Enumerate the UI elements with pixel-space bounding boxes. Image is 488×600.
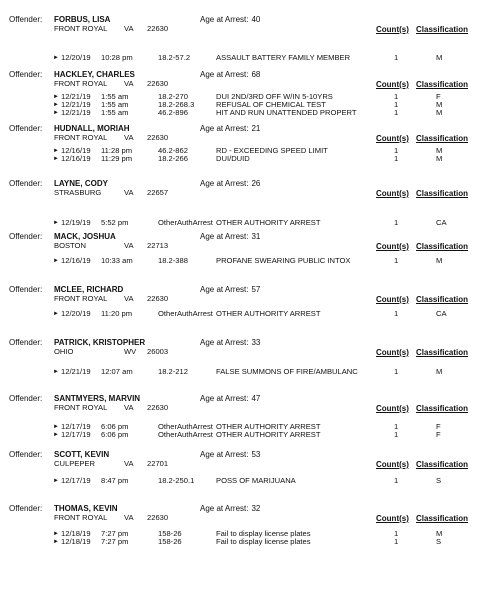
offender-city: FRONT ROYAL (54, 513, 108, 522)
age-value: 53 (251, 450, 261, 459)
charge-date: 12/17/19 (61, 476, 91, 485)
offender-label: Offender: (9, 504, 43, 513)
offender-label: Offender: (9, 70, 43, 79)
charge-time: 10:33 am (101, 256, 133, 265)
age-value: 31 (251, 232, 261, 241)
counts-header: Count(s) (376, 348, 409, 357)
charge-classification: M (436, 53, 443, 62)
offender-label: Offender: (9, 124, 43, 133)
charge-classification: M (436, 100, 443, 109)
charge-description: OTHER AUTHORITY ARREST (216, 422, 321, 431)
charge-code: 46.2-862 (158, 146, 188, 155)
charge-description: Fail to display license plates (216, 529, 311, 538)
arrow-icon: ► (53, 369, 59, 375)
charge-time: 5:52 pm (101, 218, 129, 227)
offender-zip: 22630 (147, 513, 169, 522)
classification-header: Classification (416, 134, 469, 143)
charge-description: DUI 2ND/3RD OFF W/IN 5-10YRS (216, 92, 333, 101)
offender-zip: 22630 (147, 133, 169, 142)
offender-state: WV (124, 347, 137, 356)
charge-date: 12/19/19 (61, 218, 91, 227)
offender-label: Offender: (9, 179, 43, 188)
counts-header: Count(s) (376, 80, 409, 89)
charge-classification: M (436, 108, 443, 117)
age-at-arrest (200, 286, 260, 294)
charge-description: REFUSAL OF CHEMICAL TEST (216, 100, 326, 109)
classification-header: Classification (416, 460, 469, 469)
offender-zip: 22630 (147, 24, 169, 33)
offender-zip: 22713 (147, 241, 169, 250)
arrow-icon: ► (53, 424, 59, 430)
charge-code: 18.2-57.2 (158, 53, 191, 62)
counts-header: Count(s) (376, 295, 409, 304)
age-label: Age at Arrest: (200, 504, 249, 513)
arrow-icon: ► (53, 102, 59, 108)
classification-header: Classification (416, 242, 469, 251)
age-label: Age at Arrest: (200, 70, 249, 79)
charge-code: 18.2-388 (158, 256, 188, 265)
offender-label: Offender: (9, 232, 43, 241)
offender-label: Offender: (9, 394, 43, 403)
classification-header: Classification (416, 25, 469, 34)
charge-count: 1 (394, 92, 399, 101)
age-value: 21 (251, 124, 261, 133)
charge-time: 11:20 pm (101, 309, 133, 318)
charge-count: 1 (394, 476, 399, 485)
charge-date: 12/16/19 (61, 146, 91, 155)
charge-description: OTHER AUTHORITY ARREST (216, 430, 321, 439)
charge-date: 12/21/19 (61, 108, 91, 117)
charge-date: 12/20/19 (61, 53, 91, 62)
charge-classification: M (436, 256, 443, 265)
charge-date: 12/21/19 (61, 92, 91, 101)
arrow-icon: ► (53, 478, 59, 484)
counts-header: Count(s) (376, 404, 409, 413)
charge-time: 12:07 am (101, 367, 133, 376)
offender-zip: 22630 (147, 79, 169, 88)
charge-classification: M (436, 146, 443, 155)
offender-state: VA (124, 188, 134, 197)
charge-time: 10:28 pm (101, 53, 133, 62)
age-value: 32 (251, 504, 261, 513)
charge-code: 158-26 (158, 529, 182, 538)
age-value: 33 (251, 338, 261, 347)
age-label: Age at Arrest: (200, 179, 249, 188)
charge-description: ASSAULT BATTERY FAMILY MEMBER (216, 53, 351, 62)
charge-date: 12/18/19 (61, 529, 91, 538)
charge-count: 1 (394, 537, 399, 546)
charge-code: 18.2-212 (158, 367, 188, 376)
offender-state: VA (124, 459, 134, 468)
offender-city: FRONT ROYAL (54, 403, 108, 412)
charge-count: 1 (394, 146, 399, 155)
charge-date: 12/16/19 (61, 154, 91, 163)
age-label: Age at Arrest: (200, 15, 249, 24)
charge-code: OtherAuthArrest (158, 309, 213, 318)
charge-time: 11:29 pm (101, 154, 133, 163)
counts-header: Count(s) (376, 189, 409, 198)
charge-date: 12/16/19 (61, 256, 91, 265)
charge-date: 12/20/19 (61, 309, 91, 318)
charge-code: 18.2-266 (158, 154, 188, 163)
age-at-arrest (200, 451, 260, 459)
charge-classification: F (436, 92, 441, 101)
charge-description: OTHER AUTHORITY ARREST (216, 218, 321, 227)
age-at-arrest (200, 180, 260, 188)
charge-count: 1 (394, 256, 399, 265)
offender-city: FRONT ROYAL (54, 24, 108, 33)
classification-header: Classification (416, 404, 469, 413)
offender-label: Offender: (9, 15, 43, 24)
counts-header: Count(s) (376, 134, 409, 143)
charge-count: 1 (394, 53, 399, 62)
offender-state: VA (124, 133, 134, 142)
arrow-icon: ► (53, 94, 59, 100)
charge-code: 46.2-896 (158, 108, 188, 117)
arrow-icon: ► (53, 531, 59, 537)
offender-name: MCLEE, RICHARD (54, 285, 124, 294)
charge-code: OtherAuthArrest (158, 422, 213, 431)
charge-classification: S (436, 537, 442, 546)
age-label: Age at Arrest: (200, 124, 249, 133)
arrow-icon: ► (53, 220, 59, 226)
arrow-icon: ► (53, 55, 59, 61)
charge-count: 1 (394, 422, 399, 431)
charge-date: 12/17/19 (61, 430, 91, 439)
charge-description: POSS OF MARIJUANA (216, 476, 296, 485)
charge-classification: M (436, 529, 443, 538)
arrow-icon: ► (53, 110, 59, 116)
charge-description: OTHER AUTHORITY ARREST (216, 309, 321, 318)
charge-classification: S (436, 476, 442, 485)
arrow-icon: ► (53, 311, 59, 317)
charge-time: 1:55 am (101, 92, 129, 101)
offender-label: Offender: (9, 285, 43, 294)
charge-date: 12/21/19 (61, 100, 91, 109)
charge-classification: M (436, 367, 443, 376)
offender-label: Offender: (9, 450, 43, 459)
charge-count: 1 (394, 367, 399, 376)
offender-label: Offender: (9, 338, 43, 347)
charge-description: DUI/DUID (216, 154, 250, 163)
age-value: 68 (251, 70, 261, 79)
age-value: 47 (251, 394, 261, 403)
charge-code: 18.2-268.3 (158, 100, 195, 109)
offender-state: VA (124, 403, 134, 412)
classification-header: Classification (416, 295, 469, 304)
offender-city: FRONT ROYAL (54, 79, 108, 88)
charge-description: HIT AND RUN UNATTENDED PROPERT (216, 108, 357, 117)
charge-date: 12/18/19 (61, 537, 91, 546)
charge-count: 1 (394, 108, 399, 117)
charge-time: 7:27 pm (101, 529, 129, 538)
offender-city: CULPEPER (54, 459, 95, 468)
age-label: Age at Arrest: (200, 338, 249, 347)
offender-city: STRASBURG (54, 188, 102, 197)
charge-count: 1 (394, 154, 399, 163)
offender-name: THOMAS, KEVIN (54, 504, 118, 513)
charge-classification: M (436, 154, 443, 163)
classification-header: Classification (416, 80, 469, 89)
counts-header: Count(s) (376, 514, 409, 523)
charge-count: 1 (394, 430, 399, 439)
age-at-arrest (200, 233, 260, 241)
offender-city: BOSTON (54, 241, 86, 250)
age-label: Age at Arrest: (200, 394, 249, 403)
charge-code: 18.2-270 (158, 92, 188, 101)
charge-count: 1 (394, 309, 399, 318)
charge-time: 1:55 am (101, 100, 129, 109)
charge-description: FALSE SUMMONS OF FIRE/AMBULANC (216, 367, 358, 376)
offender-city: OHIO (54, 347, 74, 356)
counts-header: Count(s) (376, 460, 409, 469)
classification-header: Classification (416, 348, 469, 357)
age-at-arrest (200, 395, 260, 403)
counts-header: Count(s) (376, 242, 409, 251)
offender-city: FRONT ROYAL (54, 133, 108, 142)
charge-time: 1:55 am (101, 108, 129, 117)
offender-state: VA (124, 24, 134, 33)
classification-header: Classification (416, 189, 469, 198)
age-at-arrest (200, 71, 260, 79)
offender-zip: 22701 (147, 459, 169, 468)
charge-classification: CA (436, 309, 447, 318)
charge-time: 8:47 pm (101, 476, 129, 485)
arrow-icon: ► (53, 156, 59, 162)
charge-description: PROFANE SWEARING PUBLIC INTOX (216, 256, 351, 265)
charge-date: 12/17/19 (61, 422, 91, 431)
age-value: 57 (251, 285, 261, 294)
charge-date: 12/21/19 (61, 367, 91, 376)
charge-time: 7:27 pm (101, 537, 129, 546)
age-value: 40 (251, 15, 261, 24)
age-at-arrest (200, 339, 260, 347)
offender-name: LAYNE, CODY (54, 179, 108, 188)
charge-count: 1 (394, 529, 399, 538)
charge-count: 1 (394, 218, 399, 227)
offender-name: FORBUS, LISA (54, 15, 111, 24)
charge-description: Fail to display license plates (216, 537, 311, 546)
arrow-icon: ► (53, 539, 59, 545)
charge-description: RD - EXCEEDING SPEED LIMIT (216, 146, 328, 155)
offender-name: HACKLEY, CHARLES (54, 70, 135, 79)
offender-state: VA (124, 294, 134, 303)
age-label: Age at Arrest: (200, 285, 249, 294)
offender-city: FRONT ROYAL (54, 294, 108, 303)
offender-name: HUDNALL, MORIAH (54, 124, 130, 133)
charge-time: 11:28 pm (101, 146, 133, 155)
arrow-icon: ► (53, 148, 59, 154)
offender-zip: 22630 (147, 403, 169, 412)
offender-zip: 26003 (147, 347, 169, 356)
charge-time: 6:06 pm (101, 422, 129, 431)
offender-zip: 22657 (147, 188, 169, 197)
charge-code: OtherAuthArrest (158, 218, 213, 227)
charge-count: 1 (394, 100, 399, 109)
offender-name: SANTMYERS, MARVIN (54, 394, 141, 403)
offender-name: SCOTT, KEVIN (54, 450, 110, 459)
charge-code: OtherAuthArrest (158, 430, 213, 439)
offender-state: VA (124, 513, 134, 522)
age-at-arrest (200, 505, 260, 513)
offender-name: PATRICK, KRISTOPHER (54, 338, 146, 347)
charge-code: 158-26 (158, 537, 182, 546)
offender-state: VA (124, 79, 134, 88)
age-at-arrest (200, 125, 260, 133)
charge-code: 18.2-250.1 (158, 476, 195, 485)
offender-name: MACK, JOSHUA (54, 232, 116, 241)
arrow-icon: ► (53, 432, 59, 438)
offender-state: VA (124, 241, 134, 250)
charge-classification: F (436, 422, 441, 431)
age-label: Age at Arrest: (200, 232, 249, 241)
charge-time: 6:06 pm (101, 430, 129, 439)
charge-classification: CA (436, 218, 447, 227)
offender-zip: 22630 (147, 294, 169, 303)
charge-classification: F (436, 430, 441, 439)
counts-header: Count(s) (376, 25, 409, 34)
age-at-arrest (200, 16, 260, 24)
classification-header: Classification (416, 514, 469, 523)
age-label: Age at Arrest: (200, 450, 249, 459)
arrow-icon: ► (53, 258, 59, 264)
age-value: 26 (251, 179, 261, 188)
